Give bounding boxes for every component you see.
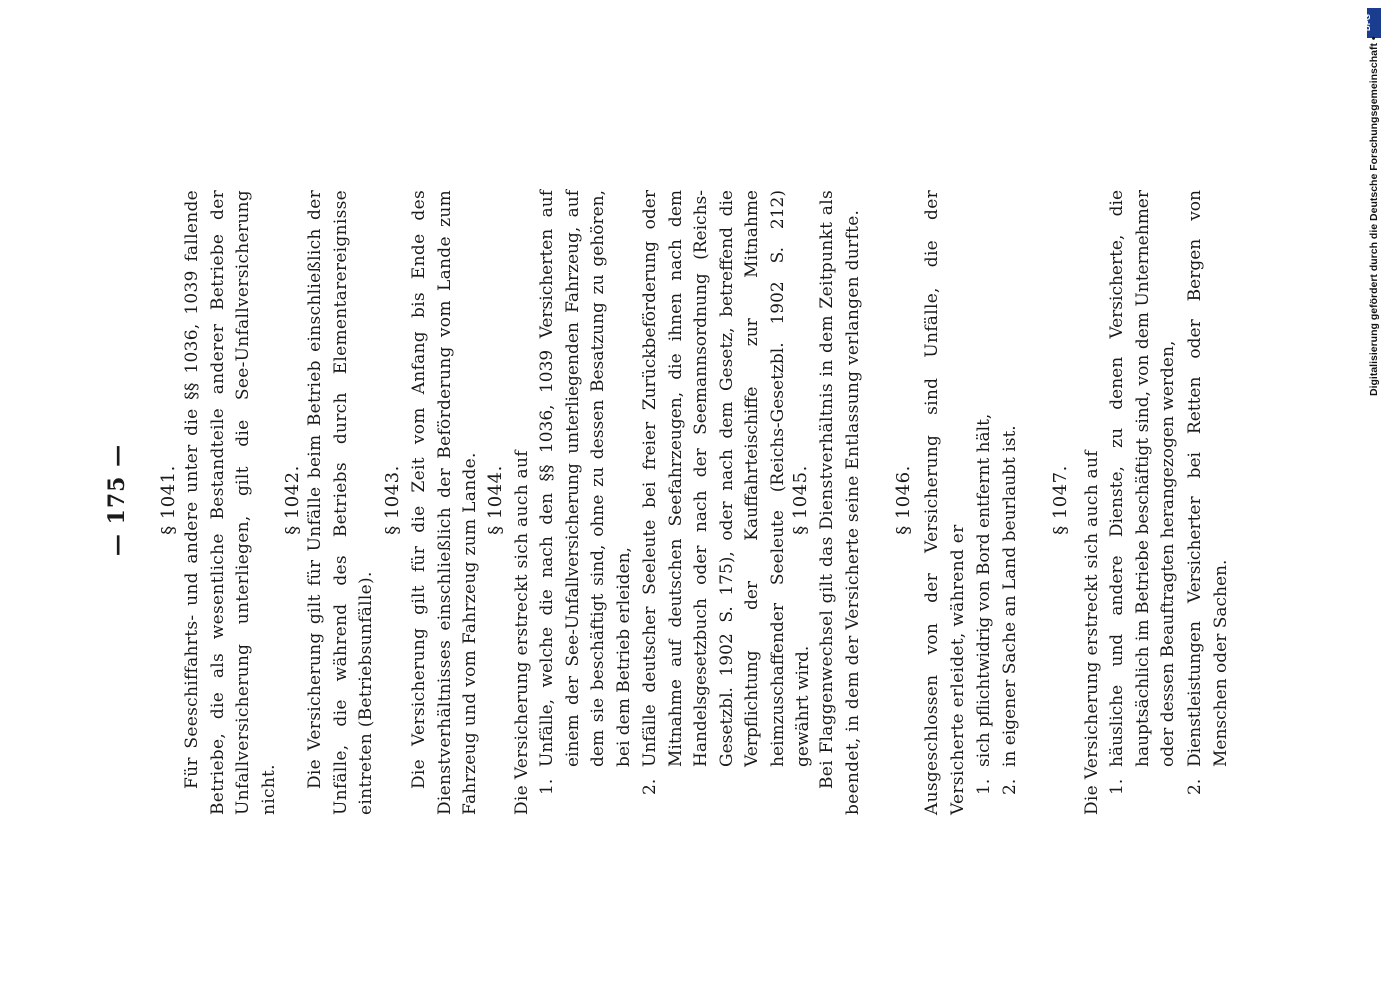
dfg-logo-text: DFG [1362, 14, 1372, 31]
section-text-1043: Die Versicherung gilt für die Zeit vom Anfang bis Ende des Dienstverhältnisses einschließlich der Beförderung vom Lande zum Fahrzeug und vom Fahrzeug zum Lande. [409, 190, 480, 815]
section-heading-1047: § 1047. [1050, 465, 1071, 535]
list-item-number: 2. [1000, 778, 1020, 795]
section-heading-1041: § 1041. [158, 465, 179, 535]
list-item-number: 2. [1185, 778, 1205, 795]
list-item-text: Dienstleistungen Versicherter bei Retten oder Bergen von Menschen oder Sachen. [1185, 190, 1231, 767]
list-item-text: sich pflichtwidrig von Bord entfernt hält, [974, 413, 994, 767]
section-heading-1046: § 1046. [893, 465, 914, 535]
section-heading-1043: § 1043. [382, 465, 403, 535]
section-heading-1044: § 1044. [485, 465, 506, 535]
list-item-text: Unfälle, welche die nach den §§ 1036, 1039 Versicherten auf einem der See-Unfallversicherung unterliegenden Fahrzeug, auf dem sie beschäftigt sind, ohne zu dessen Besatzung zu gehören, bei dem Betrieb erleiden, [537, 190, 634, 767]
section-intro-1044: Die Versicherung erstreckt sich auch auf [512, 450, 532, 815]
section-text-1042: Die Versicherung gilt für Unfälle beim Betrieb einschließlich der Unfälle, die während des Betriebs durch Elementarereignisse eintreten (Betriebsunfälle). [305, 190, 376, 815]
list-item-number: 1. [1107, 778, 1127, 795]
section-heading-1042: § 1042. [282, 465, 303, 535]
section-text-1045: Bei Flaggenwechsel gilt das Dienstverhältnis in dem Zeitpunkt als beendet, in dem der Versicherte seine Entlassung verlangen durfte. [817, 190, 863, 815]
credit-text: Digitalisierung gefördert durch die Deutsche Forschungsgemeinschaft • [1368, 36, 1380, 396]
list-item-text: in eigener Sache an Land beurlaubt ist. [1000, 425, 1020, 767]
page-number: — 175 — [104, 443, 130, 557]
list-item-number: 2. [640, 778, 660, 795]
section-heading-1045: § 1045. [790, 465, 811, 535]
list-item-number: 1. [974, 778, 994, 795]
list-item-text: Unfälle deutscher Seeleute bei freier Zurückbeförderung oder Mitnahme auf deutschen Seefahrzeugen, die ihnen nach dem Handelsgesetzbuch oder nach der Seemannsordnung (Reichs-Gesetzbl. 1902 S. 175), oder nach dem Gesetz, betreffend die Verpflichtung der Kauffahrteischiffe zur Mitnahme heimzuschaffender Seeleute (Reichs-Gesetzbl. 1902 S. 212) gewährt wird. [640, 190, 813, 767]
section-intro-1047: Die Versicherung erstreckt sich auch auf [1082, 450, 1102, 815]
list-item-text: häusliche und andere Dienste, zu denen Versicherte, die hauptsächlich im Betriebe beschäftigt sind, von dem Unternehmer oder dessen Beauftragten herangezogen werden, [1107, 190, 1178, 767]
section-intro-1046: Ausgeschlossen von der Versicherung sind Unfälle, die der Versicherte erleidet, während er [922, 190, 968, 815]
section-text-1041: Für Seeschiffahrts- und andere unter die §§ 1036, 1039 fallende Betriebe, die als wesentliche Bestandteile anderer Betriebe der Unfallversicherung unterliegen, gilt die See-Unfallversicherung nicht. [182, 190, 279, 815]
list-item-number: 1. [537, 778, 557, 795]
